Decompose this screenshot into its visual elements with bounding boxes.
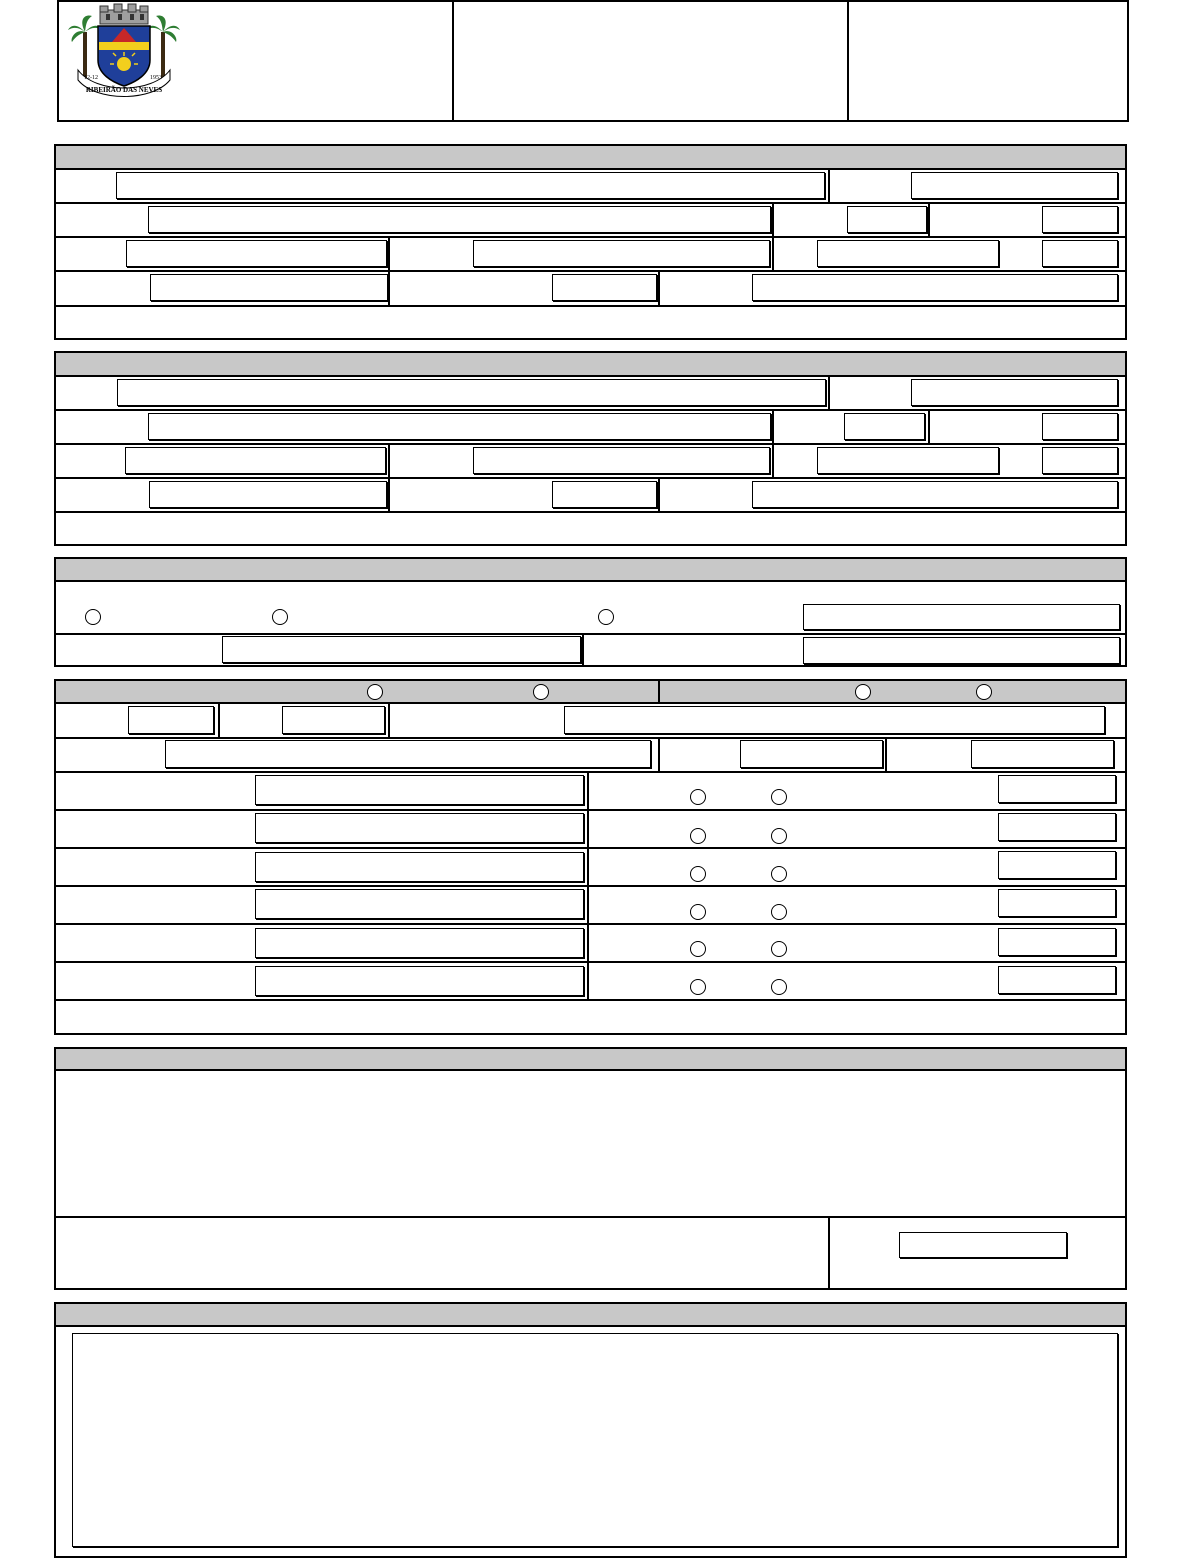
s4-row-4-input[interactable] — [255, 889, 584, 919]
s1-input-phone[interactable] — [150, 274, 388, 301]
left-palm-icon — [68, 16, 102, 80]
section-1-col-line — [658, 272, 660, 305]
s4-row-1-input[interactable] — [255, 775, 584, 805]
s1-input-ddd[interactable] — [552, 274, 657, 301]
s5-input-date[interactable] — [899, 1232, 1067, 1258]
section-4-col-line — [218, 704, 220, 737]
section-5-header — [56, 1049, 1125, 1071]
s1-input-address[interactable] — [148, 206, 771, 233]
s1-input-neighborhood[interactable] — [126, 240, 387, 267]
s4-row-3-radio-a[interactable] — [690, 866, 706, 882]
section-3-header — [56, 559, 1125, 582]
s1-input-city[interactable] — [473, 240, 770, 267]
s4-row-2-radio-b[interactable] — [771, 828, 787, 844]
s3-input-other[interactable] — [803, 604, 1120, 630]
s4-row-1-radio-b[interactable] — [771, 789, 787, 805]
section-1-col-line — [388, 272, 390, 305]
s4-row-5-radio-b[interactable] — [771, 941, 787, 957]
s1-input-document[interactable] — [911, 172, 1118, 199]
s4-row-3-radio-b[interactable] — [771, 866, 787, 882]
section-2-row-line-4 — [56, 511, 1125, 513]
s2-input-email[interactable] — [752, 481, 1118, 508]
section-1-row-line-3 — [56, 270, 1125, 272]
section-2-col-line — [388, 445, 390, 477]
section-6-header — [56, 1304, 1125, 1327]
s1-input-number[interactable] — [847, 206, 927, 233]
s2-input-city[interactable] — [473, 447, 770, 474]
section-4-row-line — [56, 771, 1125, 773]
coat-of-arms-logo — [66, 2, 182, 98]
s4-row-1-radio-a[interactable] — [690, 789, 706, 805]
s4-input-a[interactable] — [128, 706, 214, 734]
s4-input-d[interactable] — [165, 740, 651, 768]
s4-input-c[interactable] — [564, 706, 1105, 734]
s4-input-f[interactable] — [971, 740, 1114, 768]
section-1-row-line-4 — [56, 305, 1125, 307]
section-4-row-line — [56, 999, 1125, 1001]
s2-input-phone[interactable] — [149, 481, 387, 508]
section-1-row-line-2 — [56, 236, 1125, 238]
s4-row-6-radio-a[interactable] — [690, 979, 706, 995]
s2-input-ddd[interactable] — [552, 481, 657, 508]
section-2-col-line — [772, 411, 774, 443]
section-2-row-line-3 — [56, 477, 1125, 479]
section-1-col-line — [928, 204, 930, 236]
right-palm-icon — [146, 16, 180, 80]
s4-input-e[interactable] — [740, 740, 883, 768]
s2-input-number[interactable] — [844, 413, 925, 440]
section-1-header — [56, 146, 1125, 170]
section-4-col-line — [658, 739, 660, 771]
s2-input-zip[interactable] — [817, 447, 999, 474]
header-divider-1 — [452, 0, 454, 122]
logo-year-right: 1953 — [150, 75, 162, 81]
s3-radio-option-2[interactable] — [272, 609, 288, 625]
s4-row-6-value[interactable] — [998, 966, 1116, 994]
s4-row-4-value[interactable] — [998, 889, 1116, 917]
section-4-row-line — [56, 923, 1125, 925]
section-2-col-line — [658, 479, 660, 511]
s1-input-email[interactable] — [752, 274, 1118, 301]
s4-header-radio-3[interactable] — [855, 684, 871, 700]
s3-input-field-right[interactable] — [803, 637, 1120, 664]
section-4-header — [56, 681, 1125, 704]
s1-input-state[interactable] — [1042, 240, 1118, 267]
section-1-row-line-1 — [56, 202, 1125, 204]
s4-row-6-radio-b[interactable] — [771, 979, 787, 995]
s4-row-5-radio-a[interactable] — [690, 941, 706, 957]
section-2-row-line-2 — [56, 443, 1125, 445]
s4-row-4-radio-b[interactable] — [771, 904, 787, 920]
section-1-col-line — [772, 204, 774, 236]
s3-radio-option-1[interactable] — [85, 609, 101, 625]
section-4-row-line — [56, 961, 1125, 963]
section-4-header-divider — [658, 681, 660, 704]
s4-row-2-value[interactable] — [998, 813, 1116, 841]
s4-input-b[interactable] — [282, 706, 385, 734]
s4-row-1-value[interactable] — [998, 775, 1116, 803]
mural-crown-icon — [100, 4, 148, 24]
s4-header-radio-4[interactable] — [976, 684, 992, 700]
s4-row-5-input[interactable] — [255, 928, 584, 958]
section-4-col-line — [388, 704, 390, 737]
section-4-col-line — [885, 739, 887, 771]
s2-input-address[interactable] — [148, 413, 771, 440]
s6-textarea[interactable] — [72, 1333, 1118, 1547]
section-1-col-line — [828, 170, 830, 202]
header-divider-2 — [847, 0, 849, 122]
s4-row-5-value[interactable] — [998, 928, 1116, 956]
section-2-header — [56, 353, 1125, 377]
s4-row-2-radio-a[interactable] — [690, 828, 706, 844]
logo-banner-text: RIBEIRÃO DAS NEVES — [85, 86, 163, 94]
s4-row-6-input[interactable] — [255, 966, 584, 996]
section-1-col-line — [772, 238, 774, 270]
section-4-row-line — [56, 885, 1125, 887]
s2-input-neighborhood[interactable] — [125, 447, 386, 474]
section-2-col-line — [388, 479, 390, 511]
s1-input-name[interactable] — [116, 172, 825, 199]
section-4-row-line — [56, 847, 1125, 849]
section-3-row-line — [56, 633, 1125, 635]
s4-row-4-radio-a[interactable] — [690, 904, 706, 920]
section-2-col-line — [828, 377, 830, 409]
s4-header-radio-2[interactable] — [533, 684, 549, 700]
section-5-col-line — [828, 1218, 830, 1288]
s2-input-document[interactable] — [911, 379, 1118, 406]
s5-textarea[interactable] — [58, 1073, 1123, 1214]
s3-input-field-left[interactable] — [222, 636, 581, 663]
s2-input-name[interactable] — [117, 379, 826, 406]
section-2-col-line — [928, 411, 930, 443]
s4-row-3-value[interactable] — [998, 851, 1116, 879]
section-4-col-line — [587, 773, 589, 999]
s1-input-complement[interactable] — [1042, 206, 1118, 233]
section-2-col-line — [772, 445, 774, 477]
s4-row-2-input[interactable] — [255, 813, 584, 843]
s4-row-3-input[interactable] — [255, 852, 584, 882]
s1-input-zip[interactable] — [817, 240, 999, 267]
section-4-row-line — [56, 737, 1125, 739]
section-2-row-line-1 — [56, 409, 1125, 411]
section-1-col-line — [388, 238, 390, 270]
shield-icon — [98, 26, 150, 86]
section-4-row-line — [56, 809, 1125, 811]
s4-header-radio-1[interactable] — [367, 684, 383, 700]
form-header — [57, 0, 1129, 122]
logo-date-left: 12-12 — [84, 75, 98, 81]
s2-input-state[interactable] — [1042, 447, 1118, 474]
s2-input-complement[interactable] — [1042, 413, 1118, 440]
section-3-col-line — [582, 635, 584, 665]
s3-radio-option-3[interactable] — [598, 609, 614, 625]
section-5-row-line — [56, 1216, 1125, 1218]
